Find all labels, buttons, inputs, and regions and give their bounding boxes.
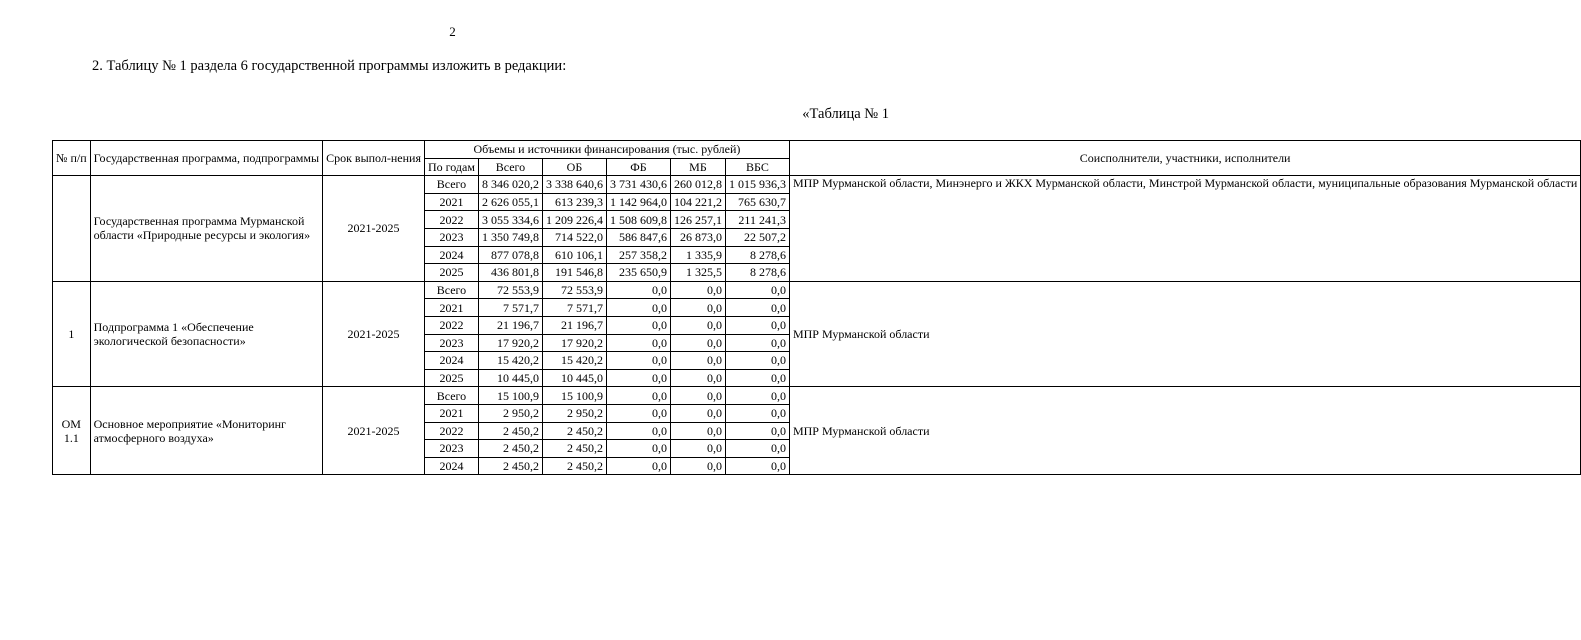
total-cell: 17 920,2 bbox=[478, 334, 542, 352]
ob-cell: 3 338 640,6 bbox=[542, 176, 606, 194]
ob-cell: 15 100,9 bbox=[542, 387, 606, 405]
total-cell: 7 571,7 bbox=[478, 299, 542, 317]
fb-cell: 0,0 bbox=[606, 404, 670, 422]
header-num: № п/п bbox=[53, 141, 91, 176]
mb-cell: 26 873,0 bbox=[670, 228, 725, 246]
mb-cell: 0,0 bbox=[670, 440, 725, 458]
mb-cell: 0,0 bbox=[670, 316, 725, 334]
vbs-cell: 0,0 bbox=[725, 334, 789, 352]
year-cell: Всего bbox=[424, 387, 478, 405]
executors-cell: МПР Мурманской области bbox=[789, 387, 1580, 475]
fb-cell: 0,0 bbox=[606, 316, 670, 334]
year-cell: 2024 bbox=[424, 246, 478, 264]
year-cell: 2025 bbox=[424, 264, 478, 282]
fb-cell: 1 142 964,0 bbox=[606, 193, 670, 211]
fb-cell: 3 731 430,6 bbox=[606, 176, 670, 194]
ob-cell: 613 239,3 bbox=[542, 193, 606, 211]
fb-cell: 235 650,9 bbox=[606, 264, 670, 282]
ob-cell: 610 106,1 bbox=[542, 246, 606, 264]
header-mb: МБ bbox=[670, 158, 725, 176]
year-cell: 2022 bbox=[424, 316, 478, 334]
fb-cell: 0,0 bbox=[606, 369, 670, 387]
header-by-years: По годам bbox=[424, 158, 478, 176]
executors-cell: МПР Мурманской области, Минэнерго и ЖКХ Мурманской области, Минстрой Мурманской области, муниципальные образования Мурманской области bbox=[789, 176, 1580, 282]
vbs-cell: 0,0 bbox=[725, 352, 789, 370]
ob-cell: 714 522,0 bbox=[542, 228, 606, 246]
total-cell: 436 801,8 bbox=[478, 264, 542, 282]
vbs-cell: 8 278,6 bbox=[725, 264, 789, 282]
fb-cell: 0,0 bbox=[606, 334, 670, 352]
mb-cell: 0,0 bbox=[670, 299, 725, 317]
year-cell: 2023 bbox=[424, 334, 478, 352]
header-total: Всего bbox=[478, 158, 542, 176]
header-vbs: ВБС bbox=[725, 158, 789, 176]
fb-cell: 1 508 609,8 bbox=[606, 211, 670, 229]
fb-cell: 0,0 bbox=[606, 352, 670, 370]
vbs-cell: 765 630,7 bbox=[725, 193, 789, 211]
fb-cell: 0,0 bbox=[606, 299, 670, 317]
fb-cell: 0,0 bbox=[606, 387, 670, 405]
fb-cell: 586 847,6 bbox=[606, 228, 670, 246]
total-cell: 10 445,0 bbox=[478, 369, 542, 387]
program-name-cell: Государственная программа Мурманской области «Природные ресурсы и экология» bbox=[90, 176, 322, 282]
vbs-cell: 0,0 bbox=[725, 316, 789, 334]
year-cell: 2021 bbox=[424, 404, 478, 422]
table-row bbox=[53, 281, 1581, 299]
term-cell: 2021-2025 bbox=[323, 281, 425, 387]
vbs-cell: 0,0 bbox=[725, 387, 789, 405]
fb-cell: 0,0 bbox=[606, 457, 670, 475]
row-num-cell bbox=[53, 176, 91, 282]
header-ob: ОБ bbox=[542, 158, 606, 176]
mb-cell: 104 221,2 bbox=[670, 193, 725, 211]
mb-cell: 126 257,1 bbox=[670, 211, 725, 229]
vbs-cell: 0,0 bbox=[725, 404, 789, 422]
page-number: 2 bbox=[449, 24, 456, 39]
row-num-cell: ОМ 1.1 bbox=[53, 387, 91, 475]
total-cell: 2 450,2 bbox=[478, 422, 542, 440]
total-cell: 15 100,9 bbox=[478, 387, 542, 405]
year-cell: Всего bbox=[424, 281, 478, 299]
ob-cell: 15 420,2 bbox=[542, 352, 606, 370]
total-cell: 1 350 749,8 bbox=[478, 228, 542, 246]
mb-cell: 0,0 bbox=[670, 387, 725, 405]
year-cell: 2021 bbox=[424, 299, 478, 317]
row-num-cell: 1 bbox=[53, 281, 91, 387]
vbs-cell: 22 507,2 bbox=[725, 228, 789, 246]
vbs-cell: 0,0 bbox=[725, 422, 789, 440]
vbs-cell: 1 015 936,3 bbox=[725, 176, 789, 194]
total-cell: 2 950,2 bbox=[478, 404, 542, 422]
year-cell: 2023 bbox=[424, 228, 478, 246]
total-cell: 72 553,9 bbox=[478, 281, 542, 299]
fb-cell: 0,0 bbox=[606, 422, 670, 440]
year-cell: 2023 bbox=[424, 440, 478, 458]
ob-cell: 7 571,7 bbox=[542, 299, 606, 317]
year-cell: 2021 bbox=[424, 193, 478, 211]
program-name-cell: Основное мероприятие «Мониторинг атмосферного воздуха» bbox=[90, 387, 322, 475]
total-cell: 877 078,8 bbox=[478, 246, 542, 264]
term-cell: 2021-2025 bbox=[323, 176, 425, 282]
mb-cell: 0,0 bbox=[670, 457, 725, 475]
total-cell: 15 420,2 bbox=[478, 352, 542, 370]
header-program: Государственная программа, подпрограммы bbox=[90, 141, 322, 176]
total-cell: 2 450,2 bbox=[478, 457, 542, 475]
header-term: Срок выпол-нения bbox=[323, 141, 425, 176]
executors-cell: МПР Мурманской области bbox=[789, 281, 1580, 387]
financing-table bbox=[52, 140, 1581, 475]
ob-cell: 2 450,2 bbox=[542, 422, 606, 440]
header-fb: ФБ bbox=[606, 158, 670, 176]
vbs-cell: 8 278,6 bbox=[725, 246, 789, 264]
year-cell: 2024 bbox=[424, 457, 478, 475]
ob-cell: 1 209 226,4 bbox=[542, 211, 606, 229]
ob-cell: 191 546,8 bbox=[542, 264, 606, 282]
header-executors: Соисполнители, участники, исполнители bbox=[789, 141, 1580, 176]
total-cell: 3 055 334,6 bbox=[478, 211, 542, 229]
fb-cell: 0,0 bbox=[606, 281, 670, 299]
year-cell: 2025 bbox=[424, 369, 478, 387]
vbs-cell: 0,0 bbox=[725, 457, 789, 475]
ob-cell: 72 553,9 bbox=[542, 281, 606, 299]
year-cell: 2022 bbox=[424, 422, 478, 440]
header-funding: Объемы и источники финансирования (тыс. рублей) bbox=[424, 141, 789, 159]
table-caption: «Таблица № 1 bbox=[802, 106, 889, 122]
mb-cell: 1 335,9 bbox=[670, 246, 725, 264]
total-cell: 8 346 020,2 bbox=[478, 176, 542, 194]
mb-cell: 0,0 bbox=[670, 352, 725, 370]
ob-cell: 10 445,0 bbox=[542, 369, 606, 387]
ob-cell: 2 450,2 bbox=[542, 440, 606, 458]
ob-cell: 21 196,7 bbox=[542, 316, 606, 334]
vbs-cell: 0,0 bbox=[725, 440, 789, 458]
year-cell: Всего bbox=[424, 176, 478, 194]
mb-cell: 0,0 bbox=[670, 334, 725, 352]
ob-cell: 17 920,2 bbox=[542, 334, 606, 352]
total-cell: 2 626 055,1 bbox=[478, 193, 542, 211]
table-row bbox=[53, 176, 1581, 194]
vbs-cell: 0,0 bbox=[725, 369, 789, 387]
mb-cell: 0,0 bbox=[670, 422, 725, 440]
fb-cell: 0,0 bbox=[606, 440, 670, 458]
year-cell: 2022 bbox=[424, 211, 478, 229]
fb-cell: 257 358,2 bbox=[606, 246, 670, 264]
mb-cell: 260 012,8 bbox=[670, 176, 725, 194]
vbs-cell: 211 241,3 bbox=[725, 211, 789, 229]
table-row bbox=[53, 387, 1581, 405]
ob-cell: 2 450,2 bbox=[542, 457, 606, 475]
total-cell: 21 196,7 bbox=[478, 316, 542, 334]
vbs-cell: 0,0 bbox=[725, 281, 789, 299]
term-cell: 2021-2025 bbox=[323, 387, 425, 475]
mb-cell: 0,0 bbox=[670, 369, 725, 387]
mb-cell: 1 325,5 bbox=[670, 264, 725, 282]
header-row bbox=[53, 141, 1581, 159]
intro-text: 2. Таблицу № 1 раздела 6 государственной программы изложить в редакции: bbox=[92, 58, 567, 74]
year-cell: 2024 bbox=[424, 352, 478, 370]
mb-cell: 0,0 bbox=[670, 281, 725, 299]
vbs-cell: 0,0 bbox=[725, 299, 789, 317]
mb-cell: 0,0 bbox=[670, 404, 725, 422]
ob-cell: 2 950,2 bbox=[542, 404, 606, 422]
total-cell: 2 450,2 bbox=[478, 440, 542, 458]
program-name-cell: Подпрограмма 1 «Обеспечение экологической безопасности» bbox=[90, 281, 322, 387]
